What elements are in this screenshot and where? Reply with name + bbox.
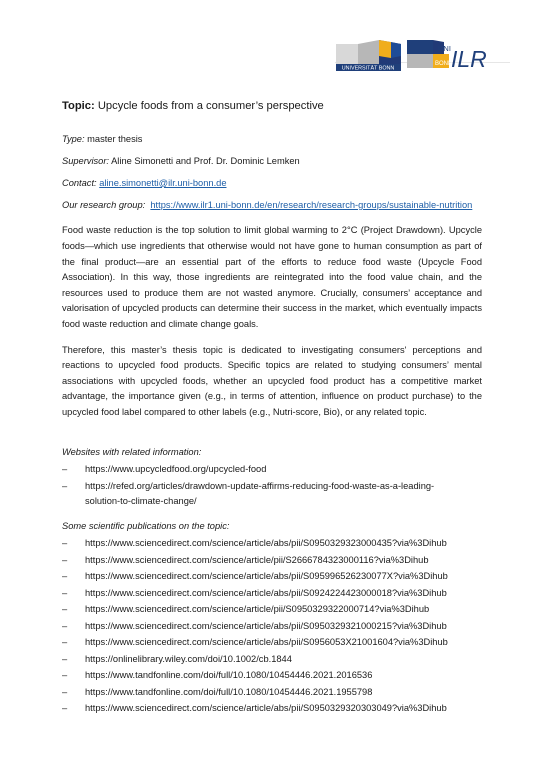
list-item [62, 569, 482, 585]
meta-supervisor-label: Supervisor: [62, 155, 110, 166]
websites-list [62, 462, 482, 510]
list-dash: – [62, 604, 68, 615]
publication-link[interactable]: https://onlinelibrary.wiley.com/doi/10.1002/cb.1844 [85, 653, 292, 664]
publication-link[interactable]: https://www.tandfonline.com/doi/full/10.1080/10454446.2021.1955798 [85, 686, 373, 697]
publications-heading: Some scientific publications on the topic: [62, 520, 230, 531]
svg-text:UNI: UNI [438, 44, 451, 53]
list-dash: – [62, 571, 68, 582]
uni-bonn-ilr-logo-icon [335, 34, 510, 78]
publication-link[interactable]: https://www.sciencedirect.com/science/article/abs/pii/S0950329321000215?via%3Dihub [85, 620, 447, 631]
list-item [62, 536, 482, 552]
meta-research-group [62, 198, 482, 214]
meta-type-value: master thesis [87, 133, 143, 144]
list-item [62, 685, 482, 701]
meta-type [62, 132, 482, 148]
list-item [62, 701, 482, 717]
list-item [62, 553, 482, 569]
publications-list [62, 536, 482, 716]
meta-type-label: Type: [62, 133, 85, 144]
list-dash: – [62, 653, 68, 664]
website-link-continued[interactable]: solution-to-climate-change/ [85, 496, 197, 507]
list-item [62, 635, 482, 651]
list-dash: – [62, 686, 68, 697]
meta-supervisor [62, 154, 482, 170]
svg-text:ILR: ILR [451, 46, 487, 72]
meta-contact [62, 176, 482, 192]
contact-email-link[interactable]: aline.simonetti@ilr.uni-bonn.de [99, 177, 227, 188]
publication-link[interactable]: https://www.sciencedirect.com/science/article/abs/pii/S095996526230077X?via%3Dihub [85, 571, 448, 582]
list-item [62, 602, 482, 618]
publication-link[interactable]: https://www.sciencedirect.com/science/article/abs/pii/S0950329323000435?via%3Dihub [85, 538, 447, 549]
publication-link[interactable]: https://www.sciencedirect.com/science/article/abs/pii/S0956053X21001604?via%3Dihub [85, 637, 448, 648]
paragraph-topics: Therefore, this master’s thesis topic is dedicated to investigating consumers' perceptions and reactions to upcycled food products. Specific topics are related to studying consumers’ mental associations with upcycled foods, whether an upcycled food product has a competitive market advantage, the importance given (e.g., in terms of attention, influence on product purchase) to the upcycled food label compared to other labels (e.g., Nutri-score, Bio), or any related topic. [62, 344, 482, 417]
list-dash: – [62, 703, 68, 714]
publication-link[interactable]: https://www.sciencedirect.com/science/article/pii/S0950329322000714?via%3Dihub [85, 604, 430, 615]
svg-text:UNIVERSITÄT BONN: UNIVERSITÄT BONN [341, 65, 395, 72]
website-link[interactable]: https://refed.org/articles/drawdown-update-affirms-reducing-food-waste-as-a-leading- [85, 480, 435, 491]
publication-link[interactable]: https://www.tandfonline.com/doi/full/10.1080/10454446.2021.2016536 [85, 670, 373, 681]
list-dash: – [62, 464, 68, 475]
publication-link[interactable]: https://www.sciencedirect.com/science/article/abs/pii/S0924224423000018?via%3Dihub [85, 587, 447, 598]
list-item [62, 619, 482, 635]
meta-contact-label: Contact: [62, 177, 97, 188]
list-item [62, 479, 482, 510]
svg-text:BONN: BONN [435, 61, 453, 67]
paragraph-intro: Food waste reduction is the top solution to limit global warming to 2°C (Project Drawdown). Upcycle foods—which use ingredients that otherwise would not have gone to human consumption as part of the final product—are an essential part of the efforts to reduce food waste (Upcycle Food Association). In this way, those ingredients are reintegrated into the food value chain, and the resources used to produce them are not wasted anymore. Crucially, consumers’ acceptance and valorisation of upcycled products can determine their success in the market, which eventually impacts food waste reduction and climate change goals. [62, 225, 482, 330]
list-dash: – [62, 538, 68, 549]
meta-research-group-label: Our research group: [62, 199, 146, 210]
list-item [62, 586, 482, 602]
list-dash: – [62, 480, 68, 491]
list-dash: – [62, 670, 68, 681]
topic-title: Upcycle foods from a consumer’s perspective [97, 100, 324, 112]
list-item [62, 462, 482, 478]
university-logo [335, 34, 510, 78]
topic-label: Topic: [62, 100, 95, 112]
list-dash: – [62, 637, 68, 648]
websites-heading: Websites with related information: [62, 446, 202, 457]
research-group-link[interactable]: https://www.ilr1.uni-bonn.de/en/research/research-groups/sustainable-nutrition [150, 199, 473, 210]
list-dash: – [62, 554, 68, 565]
list-item [62, 652, 482, 668]
list-dash: – [62, 620, 68, 631]
website-link[interactable]: https://www.upcycledfood.org/upcycled-food [85, 464, 267, 475]
list-item [62, 668, 482, 684]
meta-supervisor-value: Aline Simonetti and Prof. Dr. Dominic Lemken [111, 155, 300, 166]
document-body [62, 99, 482, 718]
publication-link[interactable]: https://www.sciencedirect.com/science/article/pii/S2666784323000116?via%3Dihub [85, 554, 429, 565]
topic-heading [62, 99, 482, 115]
list-dash: – [62, 587, 68, 598]
publication-link[interactable]: https://www.sciencedirect.com/science/article/abs/pii/S0950329320303049?via%3Dihub [85, 703, 447, 714]
